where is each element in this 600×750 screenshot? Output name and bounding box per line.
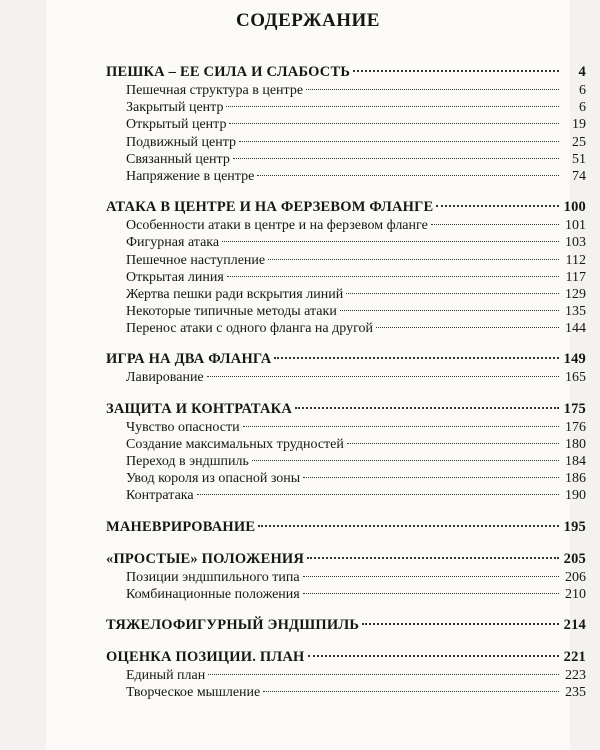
toc-section (106, 549, 586, 603)
page-number: 180 (565, 436, 586, 452)
page-number: 129 (565, 286, 586, 302)
page-number: 25 (572, 134, 586, 150)
entry-title: Переход в эндшпиль (126, 454, 249, 469)
entry-title: Создание максимальных трудностей (126, 436, 344, 452)
toc-section-heading[interactable] (106, 549, 586, 569)
dot-leader (208, 674, 559, 675)
entry-title: Чувство опасности (126, 419, 240, 435)
page-number: 186 (565, 471, 586, 487)
toc-entry[interactable] (106, 217, 586, 234)
dot-leader (233, 158, 559, 159)
dot-leader (197, 494, 559, 495)
dot-leader (222, 241, 559, 242)
dot-leader (303, 477, 559, 478)
page-number: 214 (563, 616, 586, 633)
toc-section (106, 62, 586, 185)
dot-leader (229, 123, 559, 124)
page-number: 206 (565, 569, 586, 585)
book-page (46, 0, 586, 750)
toc-entry[interactable] (106, 151, 586, 168)
dot-leader (340, 310, 559, 311)
toc-entry[interactable] (106, 320, 586, 337)
dot-leader (257, 175, 559, 176)
page-number: 205 (563, 550, 586, 567)
section-title: ЗАЩИТА И КОНТРАТАКА (106, 400, 293, 417)
page-number: 184 (565, 454, 586, 469)
toc-entry[interactable] (106, 116, 586, 133)
dot-leader (376, 327, 559, 328)
page-number: 149 (563, 351, 586, 368)
toc-entry[interactable] (106, 684, 586, 701)
toc-section-heading[interactable] (106, 399, 586, 419)
page-number: 235 (565, 685, 586, 701)
page-number: 101 (565, 218, 586, 234)
toc-section-heading[interactable] (106, 62, 586, 82)
entry-title: Увод короля из опасной зоны (126, 471, 301, 487)
toc-section (106, 615, 586, 635)
page-number: 4 (578, 64, 586, 80)
page-number: 175 (563, 400, 586, 417)
toc-entry[interactable] (106, 286, 586, 303)
toc-section-heading[interactable] (106, 615, 586, 635)
toc-section-heading[interactable] (106, 197, 586, 217)
dot-leader (308, 655, 559, 657)
toc-entry[interactable] (106, 269, 586, 286)
entry-title: Фигурная атака (126, 235, 220, 251)
page-number: 190 (565, 488, 586, 504)
section-title: ОЦЕНКА ПОЗИЦИИ. ПЛАН (106, 648, 305, 665)
dot-leader (307, 557, 559, 559)
dot-leader (295, 407, 559, 409)
entry-title: Открытая линия (126, 269, 224, 285)
page-number: 19 (572, 117, 586, 133)
dot-leader (226, 106, 559, 107)
entry-title: Единый план (126, 667, 206, 683)
page-number: 144 (565, 321, 586, 337)
entry-title: Контратака (126, 488, 194, 504)
page-number: 165 (565, 370, 586, 386)
page-number: 112 (565, 252, 586, 268)
dot-leader (362, 623, 559, 625)
toc-entry[interactable] (106, 168, 586, 185)
page-number: 6 (579, 83, 586, 98)
entry-title: Комбинационные положения (126, 586, 300, 602)
page-title: СОДЕРЖАНИЕ (236, 10, 380, 31)
toc-entry[interactable] (106, 436, 586, 453)
toc-entry[interactable] (106, 453, 586, 470)
toc-section-heading[interactable] (106, 517, 586, 537)
toc-entry[interactable] (106, 369, 586, 386)
dot-leader (263, 691, 559, 692)
page-number: 117 (565, 269, 586, 285)
dot-leader (303, 576, 559, 577)
toc-entry[interactable] (106, 586, 586, 603)
entry-title: Позиции эндшпильного типа (126, 569, 300, 585)
section-title: ТЯЖЕЛОФИГУРНЫЙ ЭНДШПИЛЬ (106, 616, 360, 633)
toc-section-heading[interactable] (106, 647, 586, 667)
dot-leader (258, 525, 559, 527)
toc-entry[interactable] (106, 303, 586, 320)
toc-entry[interactable] (106, 487, 586, 504)
dot-leader (243, 426, 559, 427)
dot-leader (346, 293, 559, 294)
toc-section-heading[interactable] (106, 349, 586, 369)
toc-section (106, 399, 586, 505)
table-of-contents (106, 62, 586, 713)
toc-entry[interactable] (106, 252, 586, 269)
toc-entry[interactable] (106, 470, 586, 487)
page-number: 51 (572, 151, 586, 167)
page-number: 74 (572, 168, 586, 184)
dot-leader (207, 376, 559, 377)
section-title: «ПРОСТЫЕ» ПОЛОЖЕНИЯ (106, 550, 305, 567)
entry-title: Особенности атаки в центре и на ферзевом фланге (126, 218, 428, 234)
section-title: ПЕШКА – ЕЕ СИЛА И СЛАБОСТЬ (106, 64, 351, 80)
dot-leader (353, 70, 559, 72)
dot-leader (306, 89, 559, 90)
section-title: ИГРА НА ДВА ФЛАНГА (106, 351, 272, 368)
section-title: АТАКА В ЦЕНТРЕ И НА ФЕРЗЕВОМ ФЛАНГЕ (106, 199, 434, 216)
page-number: 100 (563, 199, 586, 216)
entry-title: Пешечное наступление (126, 252, 266, 268)
section-title: МАНЕВРИРОВАНИЕ (106, 518, 256, 535)
toc-entry[interactable] (106, 99, 586, 116)
dot-leader (436, 205, 559, 207)
dot-leader (239, 141, 559, 142)
page-number: 6 (579, 100, 586, 116)
toc-entry[interactable] (106, 419, 586, 436)
toc-entry[interactable] (106, 82, 586, 99)
page-number: 223 (565, 667, 586, 683)
entry-title: Связанный центр (126, 151, 230, 167)
toc-section (106, 647, 586, 701)
toc-entry[interactable] (106, 134, 586, 151)
toc-section (106, 517, 586, 537)
entry-title: Подвижный центр (126, 134, 236, 150)
entry-title: Жертва пешки ради вскрытия линий (126, 286, 344, 302)
toc-entry[interactable] (106, 667, 586, 684)
dot-leader (347, 443, 559, 444)
page-number: 195 (563, 518, 586, 535)
entry-title: Лавирование (126, 370, 204, 386)
entry-title: Закрытый центр (126, 100, 224, 116)
page-number: 176 (565, 419, 586, 435)
entry-title: Пешечная структура в центре (126, 83, 304, 98)
entry-title: Открытый центр (126, 117, 227, 133)
page-number: 135 (565, 304, 586, 320)
entry-title: Перенос атаки с одного фланга на другой (126, 321, 373, 337)
dot-leader (227, 276, 559, 277)
dot-leader (268, 259, 559, 260)
page-number: 210 (565, 586, 586, 602)
toc-entry[interactable] (106, 569, 586, 586)
entry-title: Напряжение в центре (126, 168, 255, 184)
entry-title: Некоторые типичные методы атаки (126, 304, 337, 320)
page-number: 221 (563, 648, 586, 665)
entry-title: Творческое мышление (126, 685, 261, 701)
toc-section (106, 349, 586, 386)
dot-leader (274, 357, 559, 359)
page-number: 103 (565, 235, 586, 251)
dot-leader (252, 460, 559, 461)
dot-leader (303, 593, 559, 594)
toc-entry[interactable] (106, 234, 586, 251)
toc-section (106, 197, 586, 337)
dot-leader (431, 224, 559, 225)
